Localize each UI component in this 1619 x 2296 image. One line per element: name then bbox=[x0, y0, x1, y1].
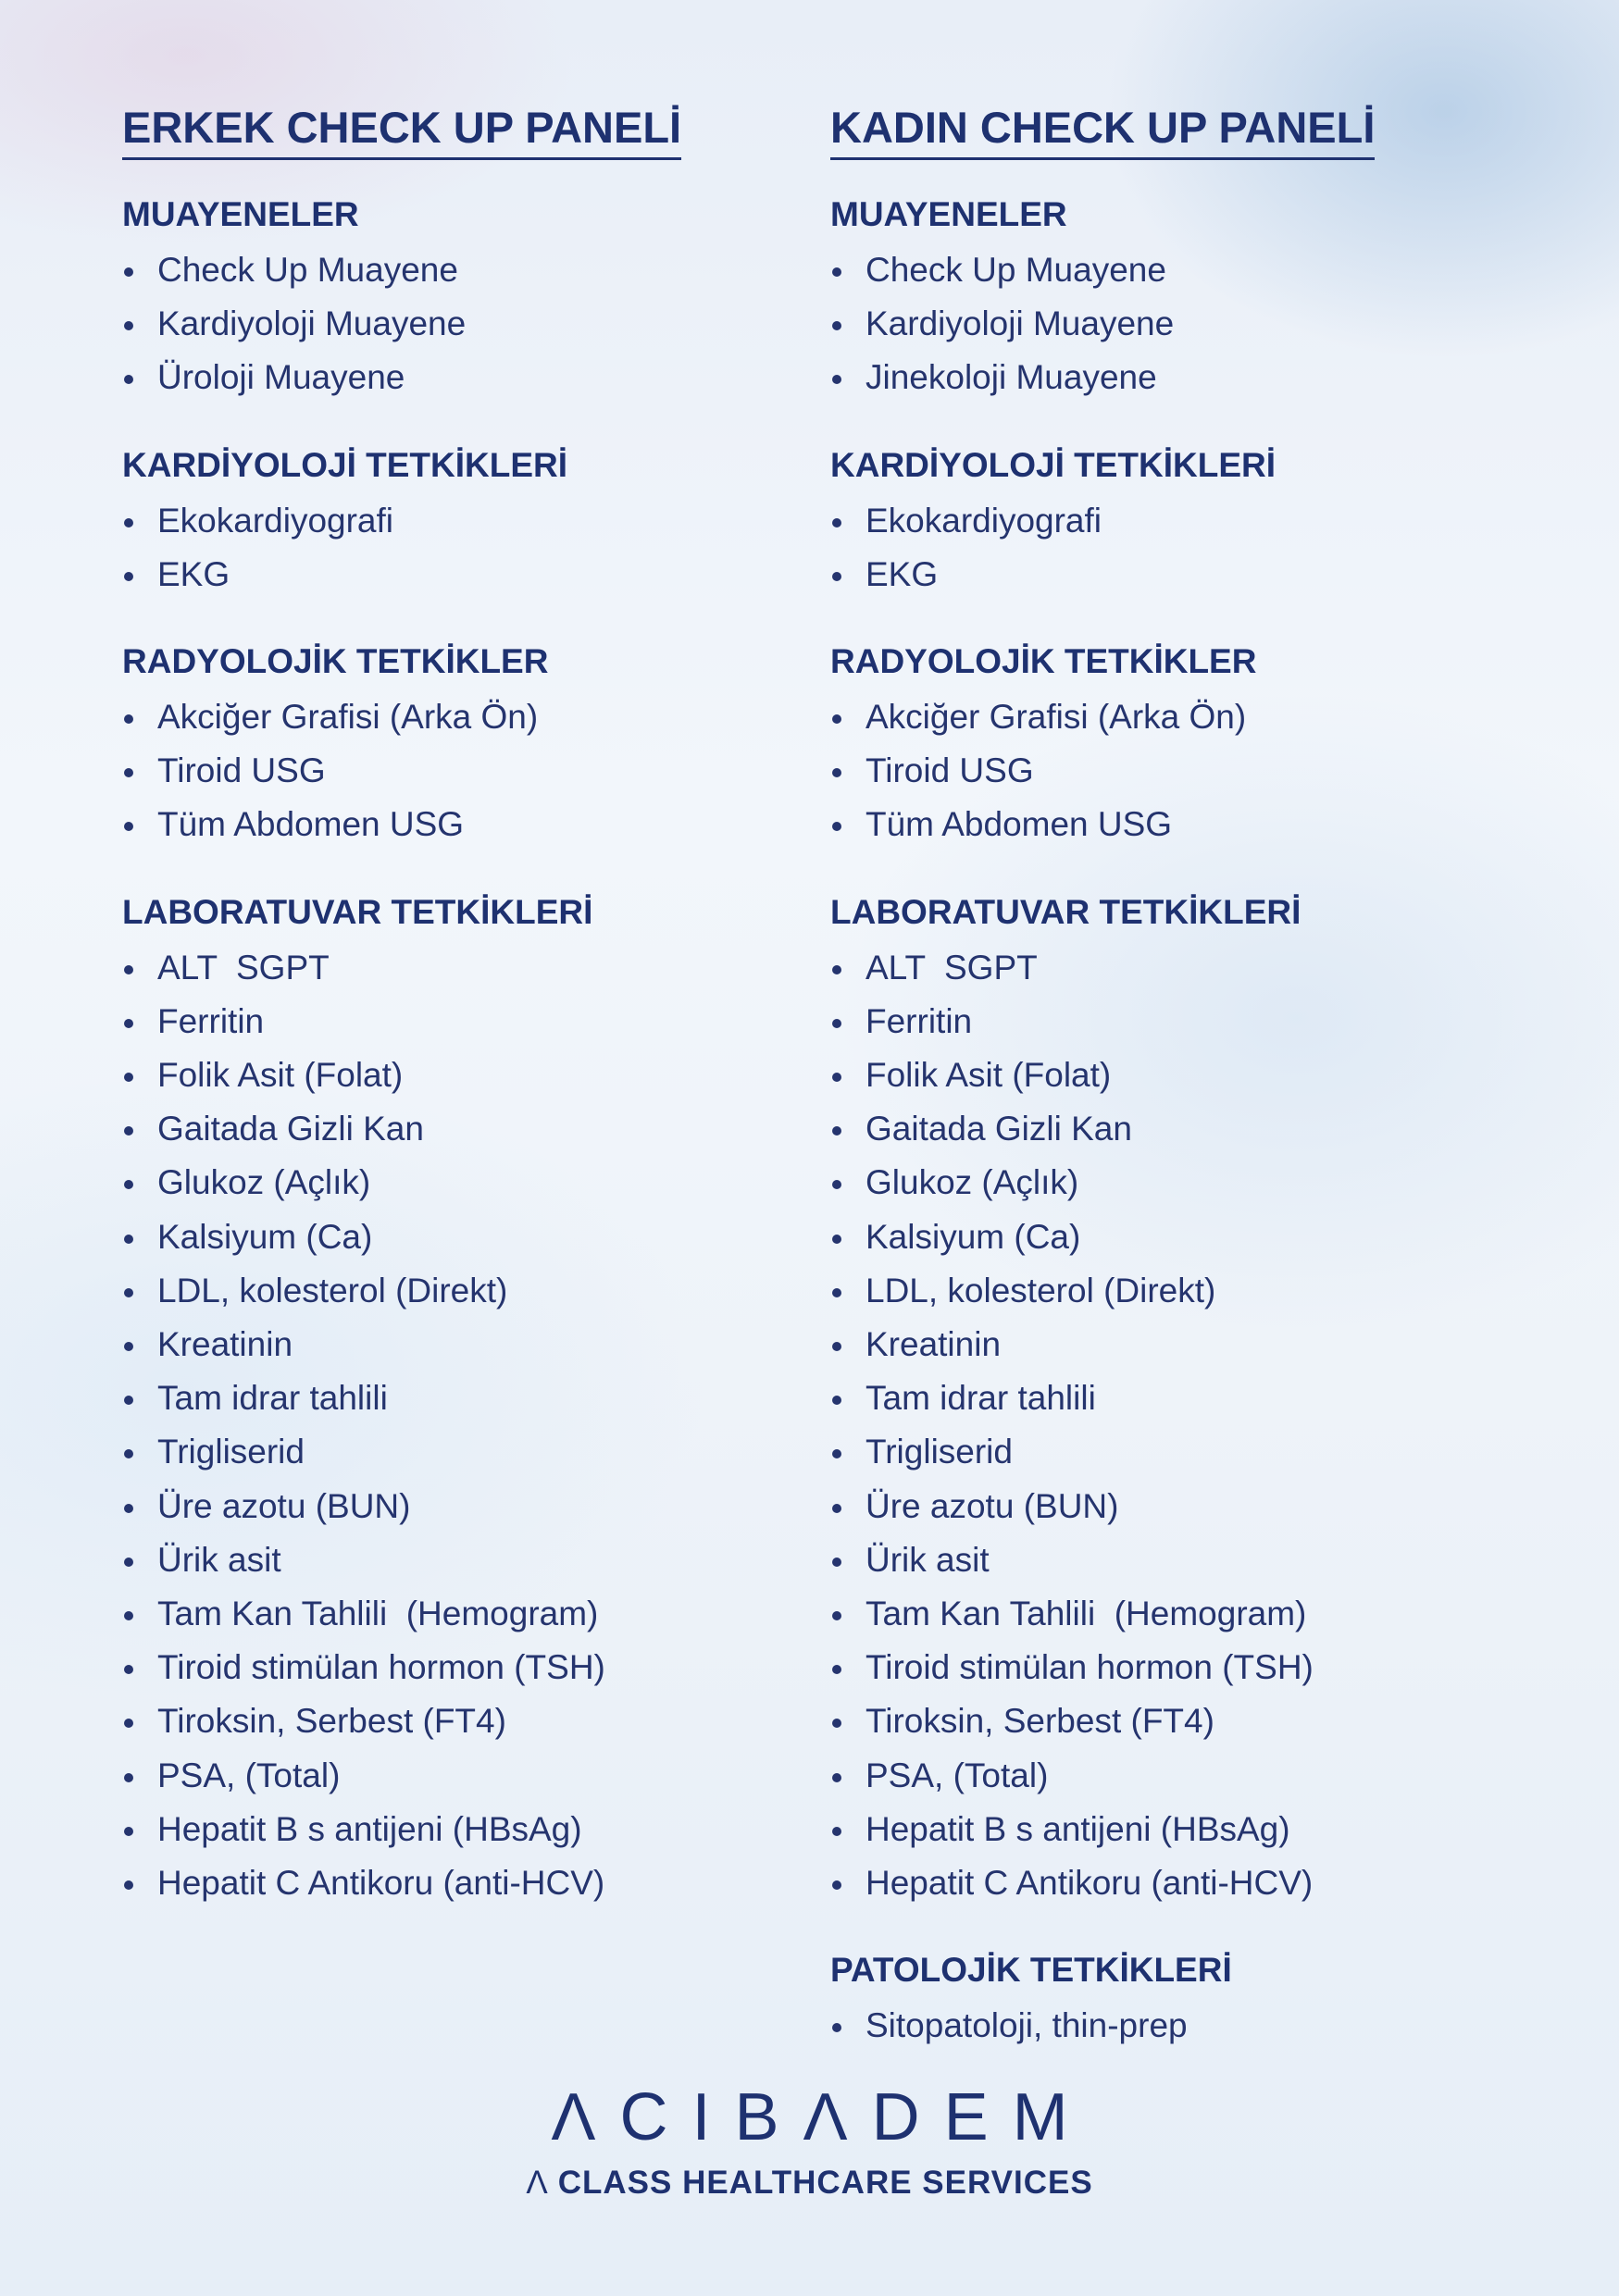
acibadem-logo: ΛCIBΛDEM bbox=[551, 2080, 1092, 2154]
list-item: Tam Kan Tahlili (Hemogram) bbox=[122, 1587, 789, 1641]
list-item: Hepatit B s antijeni (HBsAg) bbox=[830, 1803, 1497, 1856]
female-checkup-panel bbox=[830, 98, 1497, 2090]
list-item: Trigliserid bbox=[122, 1425, 789, 1479]
section-title: MUAYENELER bbox=[122, 195, 359, 233]
list-item: Tiroid stimülan hormon (TSH) bbox=[122, 1641, 789, 1694]
list-item: Tiroid stimülan hormon (TSH) bbox=[830, 1641, 1497, 1694]
list-item: Tüm Abdomen USG bbox=[830, 798, 1497, 851]
panel-title: ERKEK CHECK UP PANELİ bbox=[122, 98, 681, 160]
list-item: EKG bbox=[122, 548, 789, 602]
list-item: Check Up Muayene bbox=[830, 243, 1497, 297]
list-item: LDL, kolesterol (Direkt) bbox=[830, 1264, 1497, 1318]
lambda-mark-icon: Λ bbox=[526, 2165, 549, 2201]
section-title: RADYOLOJİK TETKİKLER bbox=[122, 642, 549, 681]
item-list bbox=[122, 690, 789, 852]
list-item: Tam Kan Tahlili (Hemogram) bbox=[830, 1587, 1497, 1641]
list-item: Gaitada Gizli Kan bbox=[122, 1102, 789, 1156]
list-item: Kreatinin bbox=[830, 1318, 1497, 1371]
list-item: Kardiyoloji Muayene bbox=[830, 297, 1497, 351]
item-list bbox=[122, 243, 789, 405]
list-item: PSA, (Total) bbox=[122, 1749, 789, 1803]
item-list bbox=[122, 941, 789, 1911]
section bbox=[830, 889, 1497, 1911]
item-list bbox=[830, 941, 1497, 1911]
list-item: Glukoz (Açlık) bbox=[122, 1156, 789, 1210]
list-item: Ürik asit bbox=[122, 1533, 789, 1587]
tagline-text: CLASS HEALTHCARE SERVICES bbox=[557, 2165, 1093, 2201]
list-item: Tam idrar tahlili bbox=[830, 1371, 1497, 1425]
panel-sections bbox=[122, 192, 789, 1910]
brand-tagline bbox=[0, 2163, 1619, 2203]
list-item: Hepatit C Antikoru (anti-HCV) bbox=[830, 1856, 1497, 1910]
list-item: Glukoz (Açlık) bbox=[830, 1156, 1497, 1210]
section-title: KARDİYOLOJİ TETKİKLERİ bbox=[830, 445, 1277, 484]
list-item: Sitopatoloji, thin-prep bbox=[830, 1999, 1497, 2053]
list-item: Kardiyoloji Muayene bbox=[122, 297, 789, 351]
list-item: Ferritin bbox=[122, 995, 789, 1049]
list-item: Hepatit B s antijeni (HBsAg) bbox=[122, 1803, 789, 1856]
section bbox=[122, 442, 789, 602]
item-list bbox=[830, 243, 1497, 405]
list-item: Hepatit C Antikoru (anti-HCV) bbox=[122, 1856, 789, 1910]
list-item: Ekokardiyografi bbox=[830, 494, 1497, 548]
brand-footer bbox=[0, 2078, 1619, 2203]
section bbox=[830, 639, 1497, 852]
section bbox=[122, 192, 789, 405]
list-item: Kalsiyum (Ca) bbox=[122, 1210, 789, 1264]
section-title: KARDİYOLOJİ TETKİKLERİ bbox=[122, 445, 568, 484]
list-item: PSA, (Total) bbox=[830, 1749, 1497, 1803]
list-item: LDL, kolesterol (Direkt) bbox=[122, 1264, 789, 1318]
list-item: ALT SGPT bbox=[830, 941, 1497, 995]
section-title: PATOLOJİK TETKİKLERİ bbox=[830, 1951, 1232, 1990]
list-item: Tam idrar tahlili bbox=[122, 1371, 789, 1425]
section bbox=[830, 442, 1497, 602]
list-item: Tiroksin, Serbest (FT4) bbox=[830, 1694, 1497, 1748]
section-title: LABORATUVAR TETKİKLERİ bbox=[122, 892, 593, 931]
section-title: MUAYENELER bbox=[830, 195, 1067, 233]
list-item: Check Up Muayene bbox=[122, 243, 789, 297]
panel-title: KADIN CHECK UP PANELİ bbox=[830, 98, 1375, 160]
list-item: ALT SGPT bbox=[122, 941, 789, 995]
list-item: Ekokardiyografi bbox=[122, 494, 789, 548]
list-item: Gaitada Gizli Kan bbox=[830, 1102, 1497, 1156]
list-item: EKG bbox=[830, 548, 1497, 602]
list-item: Tiroid USG bbox=[122, 744, 789, 798]
list-item: Tiroksin, Serbest (FT4) bbox=[122, 1694, 789, 1748]
list-item: Üroloji Muayene bbox=[122, 351, 789, 404]
list-item: Folik Asit (Folat) bbox=[122, 1049, 789, 1102]
section bbox=[122, 889, 789, 1911]
section-title: LABORATUVAR TETKİKLERİ bbox=[830, 892, 1301, 931]
list-item: Ferritin bbox=[830, 995, 1497, 1049]
item-list bbox=[830, 690, 1497, 852]
list-item: Üre azotu (BUN) bbox=[830, 1480, 1497, 1533]
section bbox=[122, 639, 789, 852]
list-item: Akciğer Grafisi (Arka Ön) bbox=[830, 690, 1497, 744]
panel-sections bbox=[830, 192, 1497, 2053]
list-item: Tüm Abdomen USG bbox=[122, 798, 789, 851]
list-item: Ürik asit bbox=[830, 1533, 1497, 1587]
list-item: Kalsiyum (Ca) bbox=[830, 1210, 1497, 1264]
item-list bbox=[830, 494, 1497, 602]
section bbox=[830, 192, 1497, 405]
item-list bbox=[122, 494, 789, 602]
list-item: Jinekoloji Muayene bbox=[830, 351, 1497, 404]
section bbox=[830, 1947, 1497, 2053]
list-item: Kreatinin bbox=[122, 1318, 789, 1371]
list-item: Tiroid USG bbox=[830, 744, 1497, 798]
list-item: Üre azotu (BUN) bbox=[122, 1480, 789, 1533]
section-title: RADYOLOJİK TETKİKLER bbox=[830, 642, 1257, 681]
male-checkup-panel bbox=[122, 98, 789, 1947]
item-list bbox=[830, 1999, 1497, 2053]
list-item: Akciğer Grafisi (Arka Ön) bbox=[122, 690, 789, 744]
list-item: Folik Asit (Folat) bbox=[830, 1049, 1497, 1102]
list-item: Trigliserid bbox=[830, 1425, 1497, 1479]
